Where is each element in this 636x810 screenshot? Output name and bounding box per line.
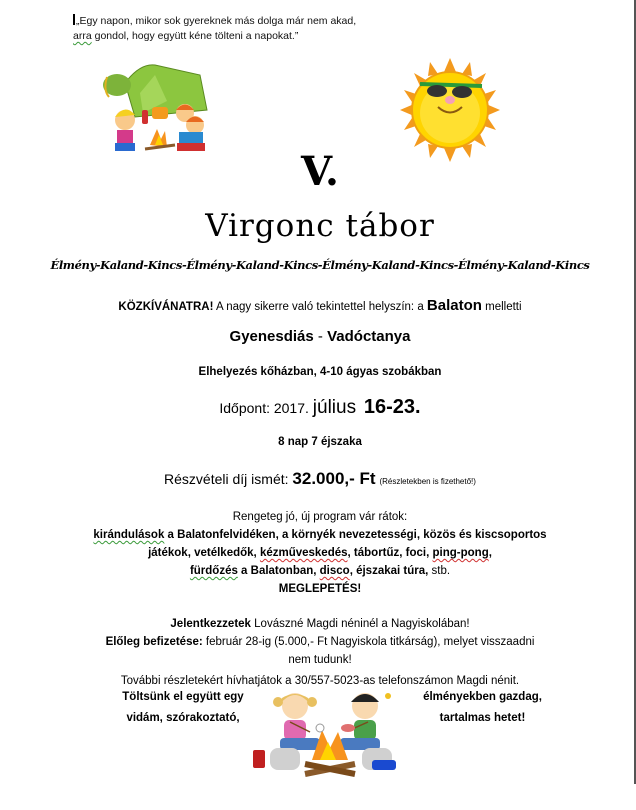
quote-line-2: arra gondol, hogy együtt kéne tölteni a napokat.”	[73, 30, 299, 42]
location-intro: KÖZKÍVÁNATRA! A nagy sikerre való tekintettel helyszín: a Balaton melletti	[118, 297, 522, 314]
edition-number: V.	[301, 148, 339, 195]
opening-quote	[73, 14, 356, 44]
dates: Időpont: 2017. július 16-23.	[219, 396, 421, 418]
location-name: Gyenesdiás - Vadóctanya	[229, 328, 411, 345]
camp-title: Virgonc tábor	[205, 208, 435, 244]
signup-section	[60, 615, 580, 690]
quote-line-1: „Egy napon, mikor sok gyereknek más dolga már nem akad,	[73, 14, 356, 29]
program-intro: Rengeteg jó, új program vár rátok:	[232, 511, 408, 523]
price: Részvételi díj ismét: 32.000,- Ft (Részletekben is fizethető!)	[164, 469, 476, 488]
program-line-2: játékok, vetélkedők, kézműveskedés, tábortűz, foci, ping-pong,	[148, 547, 492, 559]
deposit-line-2: nem tudunk!	[288, 654, 352, 666]
contact-line: További részletekért hívhatjátok a 30/557-5023-as telefonszámon Magdi nénit.	[120, 675, 520, 687]
surprise: MEGLEPETÉS!	[278, 583, 362, 595]
accommodation: Elhelyezés kőházban, 4-10 ágyas szobákban	[198, 366, 442, 378]
deposit-line: Előleg befizetése: február 28-ig (5.000,- Ft Nagyiskola titkárság), melyet visszaadni	[105, 636, 535, 648]
program-line-1: kirándulások a Balatonfelvidéken, a környék nevezetességi, közös és kiscsoportos	[93, 529, 547, 541]
spellcheck-word[interactable]: arra	[73, 30, 92, 42]
closing-right: élményekben gazdag, tartalmas hetet!	[423, 691, 542, 724]
tagline: Élmény-Kaland-Kincs-Élmény-Kaland-Kincs-Élmény-Kaland-Kincs-Élmény-Kaland-Kincs	[50, 258, 590, 272]
text-cursor	[73, 14, 75, 25]
campfire-kids-image	[250, 690, 410, 785]
program-line-3: fürdőzés a Balatonban, disco, éjszakai túra, stb.	[189, 565, 451, 577]
duration: 8 nap 7 éjszaka	[278, 436, 362, 448]
camping-kids-image	[95, 55, 215, 160]
signup-line: Jelentkezzetek Lovászné Magdi néninél a Nagyiskolában!	[170, 618, 470, 630]
program-section	[60, 508, 580, 598]
closing-left: Töltsünk el együtt egy vidám, szórakoztató,	[122, 691, 244, 724]
